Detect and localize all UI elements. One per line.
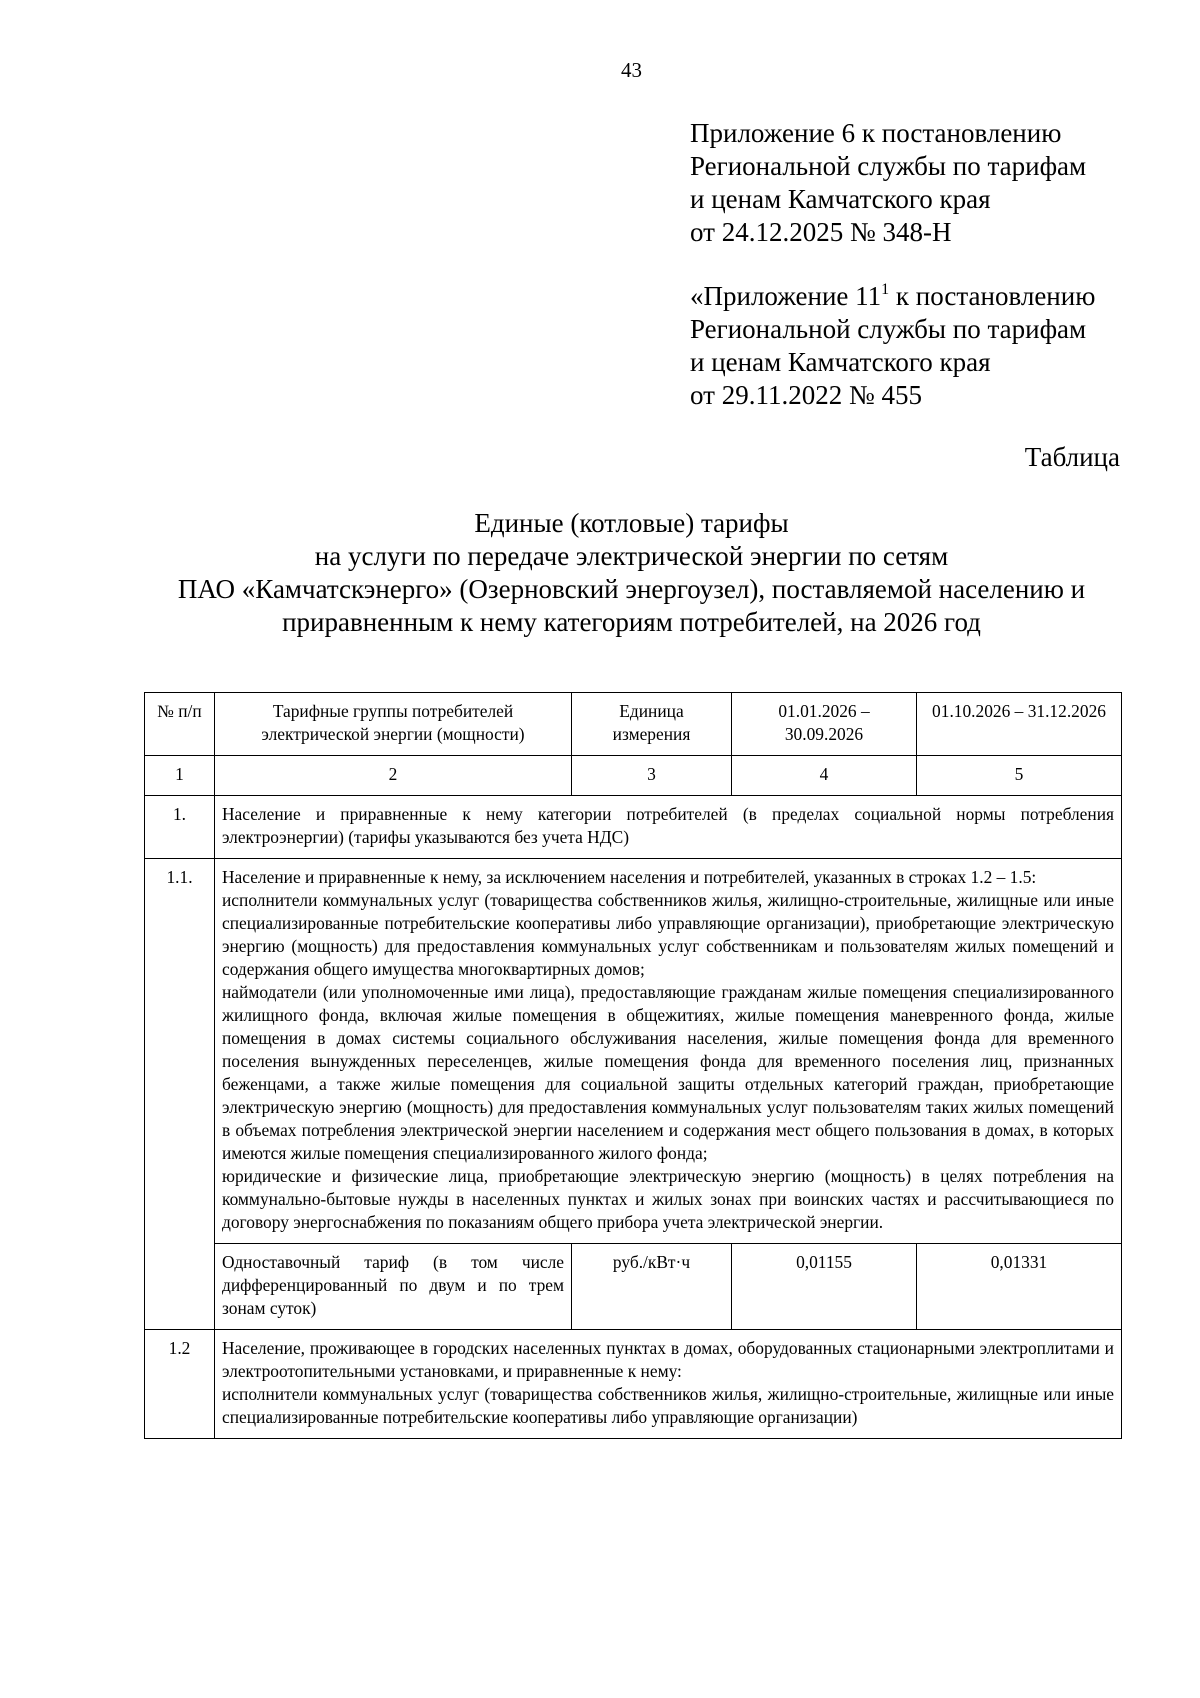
row-paragraph: наймодатели (или уполномоченные ими лица), предоставляющие гражданам жилые помещения специализированного жилищного фонда, включая жилые помещения в общежитиях, жилые помещения маневренного фонда, жилые помещения в домах системы социального обслуживания населения, жилые помещения фонда для временного поселения вынужденных переселенцев, жилые помещения фонда для временного поселения лиц, признанных беженцами, а также жилые помещения для социальной защиты отдельных категорий граждан, приобретающие электрическую энергию (мощность) для предоставления коммунальных услуг пользователям таких жилых помещений в объемах потребления электрической энергии населением и содержания мест общего пользования в домах, в которых имеются жилые помещения специализированного жилого фонда; [222, 982, 1114, 1163]
row-description: Население и приравненные к нему категории потребителей (в пределах социальной нормы потребления электроэнергии) (тарифы указываются без учета НДС) [215, 796, 1122, 859]
title-line: на услуги по передаче электрической энергии по сетям [314, 541, 949, 571]
tariff-label: Одноставочный тариф (в том числе дифференцированный по двум и по трем зонам суток) [215, 1244, 572, 1330]
row-paragraph: исполнители коммунальных услуг (товарищества собственников жилья, жилищно-строительные, жилищные или иные специализированные потребительские кооперативы либо управляющие организации), приобретающие электрическую энергию (мощность) для предоставления коммунальных услуг собственникам и пользователям жилых помещений и содержания общего имущества многоквартирных домов; [222, 890, 1114, 979]
tariff-value-period-2: 0,01331 [917, 1244, 1122, 1330]
header-num: № п/п [145, 693, 215, 756]
appendix-original-line: Региональной службы по тарифам [690, 314, 1087, 344]
appendix-current-line: и ценам Камчатского края [690, 184, 991, 214]
row-number: 1.1. [145, 859, 215, 1330]
column-number: 5 [917, 756, 1122, 796]
row-paragraph: исполнители коммунальных услуг (товарищества собственников жилья, жилищно-строительные, жилищные или иные специализированные потребительские кооперативы либо управляющие организации) [222, 1384, 1114, 1427]
appendix-original-suffix: к постановлению [889, 281, 1096, 311]
document-title [0, 507, 1200, 639]
row-paragraph: юридические и физические лица, приобретающие электрическую энергию (мощность) в целях потребления на коммунально-бытовые нужды в населенных пунктах и жилых зонах при воинских частях и рассчитывающиеся по договору энергоснабжения по показаниям общего прибора учета электрической энергии. [222, 1166, 1114, 1232]
tariff-value-period-1: 0,01155 [732, 1244, 917, 1330]
row-description [215, 1330, 1122, 1439]
tariff-unit: руб./кВт·ч [572, 1244, 732, 1330]
table-label: Таблица [1024, 442, 1120, 472]
header-group: Тарифные группы потребителей электрической энергии (мощности) [215, 693, 572, 756]
header-unit: Единица измерения [572, 693, 732, 756]
column-number: 1 [145, 756, 215, 796]
page-number: 43 [621, 58, 642, 82]
table-row [145, 796, 1122, 859]
appendix-original-superscript: 1 [881, 281, 890, 298]
table-header-row [145, 693, 1122, 756]
table-row [145, 859, 1122, 1244]
appendix-original-line: и ценам Камчатского края [690, 347, 991, 377]
table-row [145, 1330, 1122, 1439]
appendix-original-line: от 29.11.2022 № 455 [690, 380, 922, 410]
appendix-original-prefix: «Приложение 11 [690, 281, 882, 311]
row-paragraph: Население и приравненные к нему, за исключением населения и потребителей, указанных в строках 1.2 – 1.5: [222, 867, 1037, 887]
row-description-clipped [222, 1337, 1114, 1429]
title-line: ПАО «Камчатскэнерго» (Озерновский энергоузел), поставляемой населению и [177, 574, 1086, 604]
appendix-original-line [690, 280, 1095, 313]
appendix-current-line: Приложение 6 к постановлению [690, 118, 1062, 148]
appendix-current-line: от 24.12.2025 № 348-Н [690, 217, 952, 247]
title-line: Единые (котловые) тарифы [474, 508, 789, 538]
appendix-original-reference [690, 280, 1095, 412]
column-number: 2 [215, 756, 572, 796]
title-line: приравненным к нему категориям потребителей, на 2026 год [282, 607, 981, 637]
header-period-1: 01.01.2026 – 30.09.2026 [732, 693, 917, 756]
tariff-row [145, 1244, 1122, 1330]
column-number-row [145, 756, 1122, 796]
header-period-2: 01.10.2026 – 31.12.2026 [917, 693, 1122, 756]
appendix-current-line: Региональной службы по тарифам [690, 151, 1087, 181]
tariff-table [144, 692, 1122, 1439]
appendix-current-reference [690, 117, 1086, 249]
column-number: 4 [732, 756, 917, 796]
row-number: 1.2 [145, 1330, 215, 1439]
column-number: 3 [572, 756, 732, 796]
row-paragraph: Население, проживающее в городских населенных пунктах в домах, оборудованных стационарными электроплитами и электроотопительными установками, и приравненные к нему: [222, 1338, 1114, 1381]
row-description [215, 859, 1122, 1244]
row-number: 1. [145, 796, 215, 859]
